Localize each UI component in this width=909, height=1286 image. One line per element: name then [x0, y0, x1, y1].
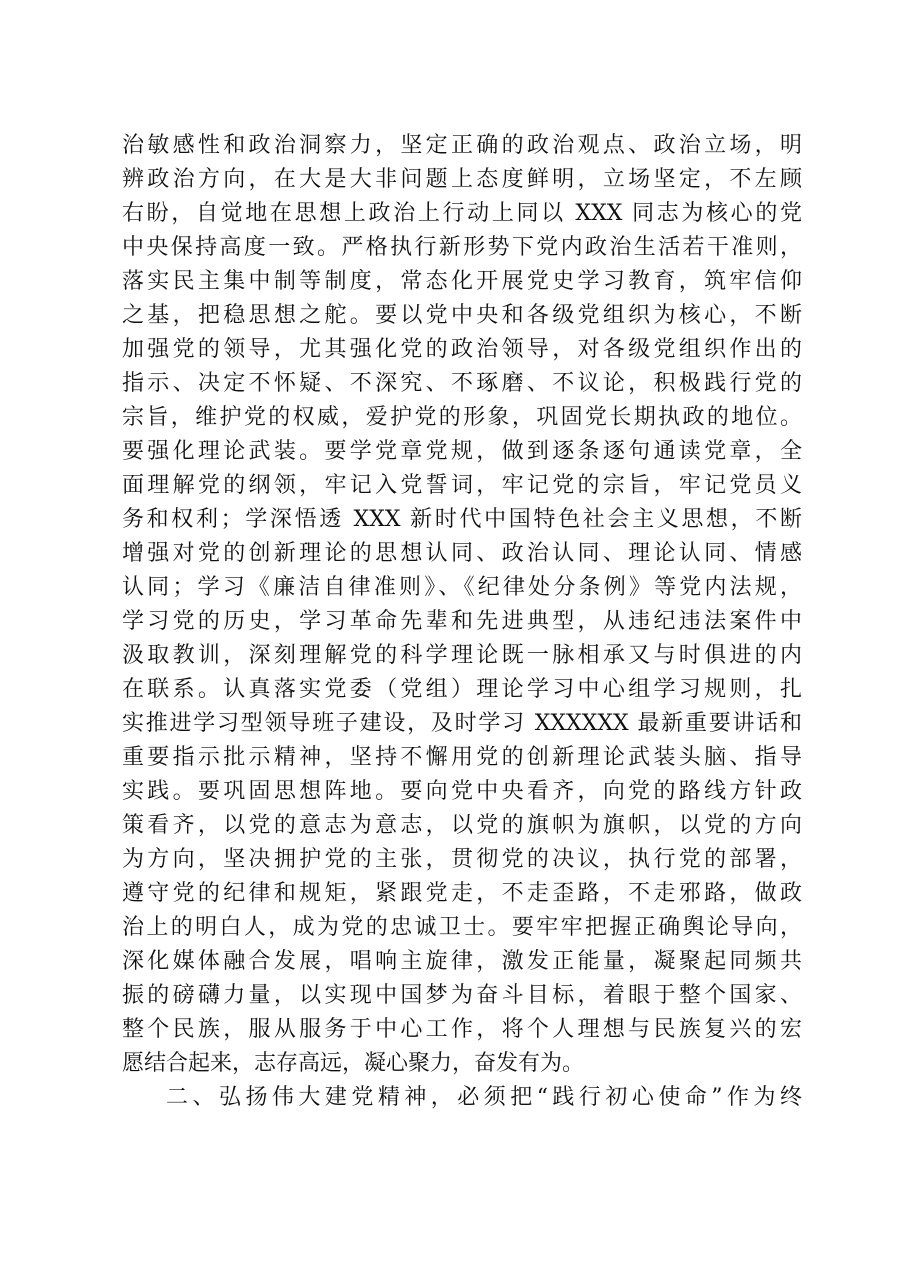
text-line: 治敏感性和政治洞察力，坚定正确的政治观点、政治立场，明 — [122, 133, 802, 158]
text-line: 落实民主集中制等制度，常态化开展党史学习教育，筑牢信仰 — [122, 269, 802, 294]
text-line: 实推进学习型领导班子建设，及时学习 XXXXXX 最新重要讲话和 — [122, 711, 802, 736]
text-line: 认同；学习《廉洁自律准则》、《纪律处分条例》等党内法规， — [122, 575, 802, 600]
text-line: 遵守党的纪律和规矩，紧跟党走，不走歪路，不走邪路，做政 — [122, 881, 802, 906]
text-line: 整个民族，服从服务于中心工作，将个人理想与民族复兴的宏 — [122, 1017, 802, 1042]
text-line: 要强化理论武装。要学党章党规，做到逐条逐句通读党章，全 — [122, 439, 802, 464]
text-line: 务和权利；学深悟透 XXX 新时代中国特色社会主义思想，不断 — [122, 507, 802, 532]
text-line: 振的磅礴力量，以实现中国梦为奋斗目标，着眼于整个国家、 — [122, 983, 802, 1008]
text-line: 在联系。认真落实党委（党组）理论学习中心组学习规则，扎 — [122, 677, 802, 702]
text-line: 治上的明白人，成为党的忠诚卫士。要牢牢把握正确舆论导向， — [122, 915, 802, 940]
body-text — [122, 129, 802, 1115]
text-line: 为方向，坚决拥护党的主张，贯彻党的决议，执行党的部署， — [122, 847, 802, 872]
text-line: 汲取教训，深刻理解党的科学理论既一脉相承又与时俱进的内 — [122, 643, 802, 668]
text-line: 加强党的领导，尤其强化党的政治领导，对各级党组织作出的 — [122, 337, 802, 362]
text-line: 愿结合起来，志存高远，凝心聚力，奋发有为。 — [122, 1051, 585, 1076]
text-line: 辨政治方向，在大是大非问题上态度鲜明，立场坚定，不左顾 — [122, 167, 802, 192]
text-line: 之基，把稳思想之舵。要以党中央和各级党组织为核心，不断 — [122, 303, 802, 328]
text-line: 实践。要巩固思想阵地。要向党中央看齐，向党的路线方针政 — [122, 779, 802, 804]
section-heading-line: 二、弘扬伟大建党精神，必须把“践行初心使命”作为终 — [166, 1085, 802, 1110]
text-line: 深化媒体融合发展，唱响主旋律，激发正能量，凝聚起同频共 — [122, 949, 802, 974]
text-line: 中央保持高度一致。严格执行新形势下党内政治生活若干准则， — [122, 235, 802, 260]
text-line: 增强对党的创新理论的思想认同、政治认同、理论认同、情感 — [122, 541, 802, 566]
text-line: 右盼，自觉地在思想上政治上行动上同以 XXX 同志为核心的党 — [122, 201, 802, 226]
text-line: 面理解党的纲领，牢记入党誓词，牢记党的宗旨，牢记党员义 — [122, 473, 802, 498]
text-line: 指示、决定不怀疑、不深究、不琢磨、不议论，积极践行党的 — [122, 371, 802, 396]
text-line: 策看齐，以党的意志为意志，以党的旗帜为旗帜，以党的方向 — [122, 813, 802, 838]
text-line: 宗旨，维护党的权威，爱护党的形象，巩固党长期执政的地位。 — [122, 405, 802, 430]
text-line: 学习党的历史，学习革命先辈和先进典型，从违纪违法案件中 — [122, 609, 802, 634]
text-line: 重要指示批示精神，坚持不懈用党的创新理论武装头脑、指导 — [122, 745, 802, 770]
